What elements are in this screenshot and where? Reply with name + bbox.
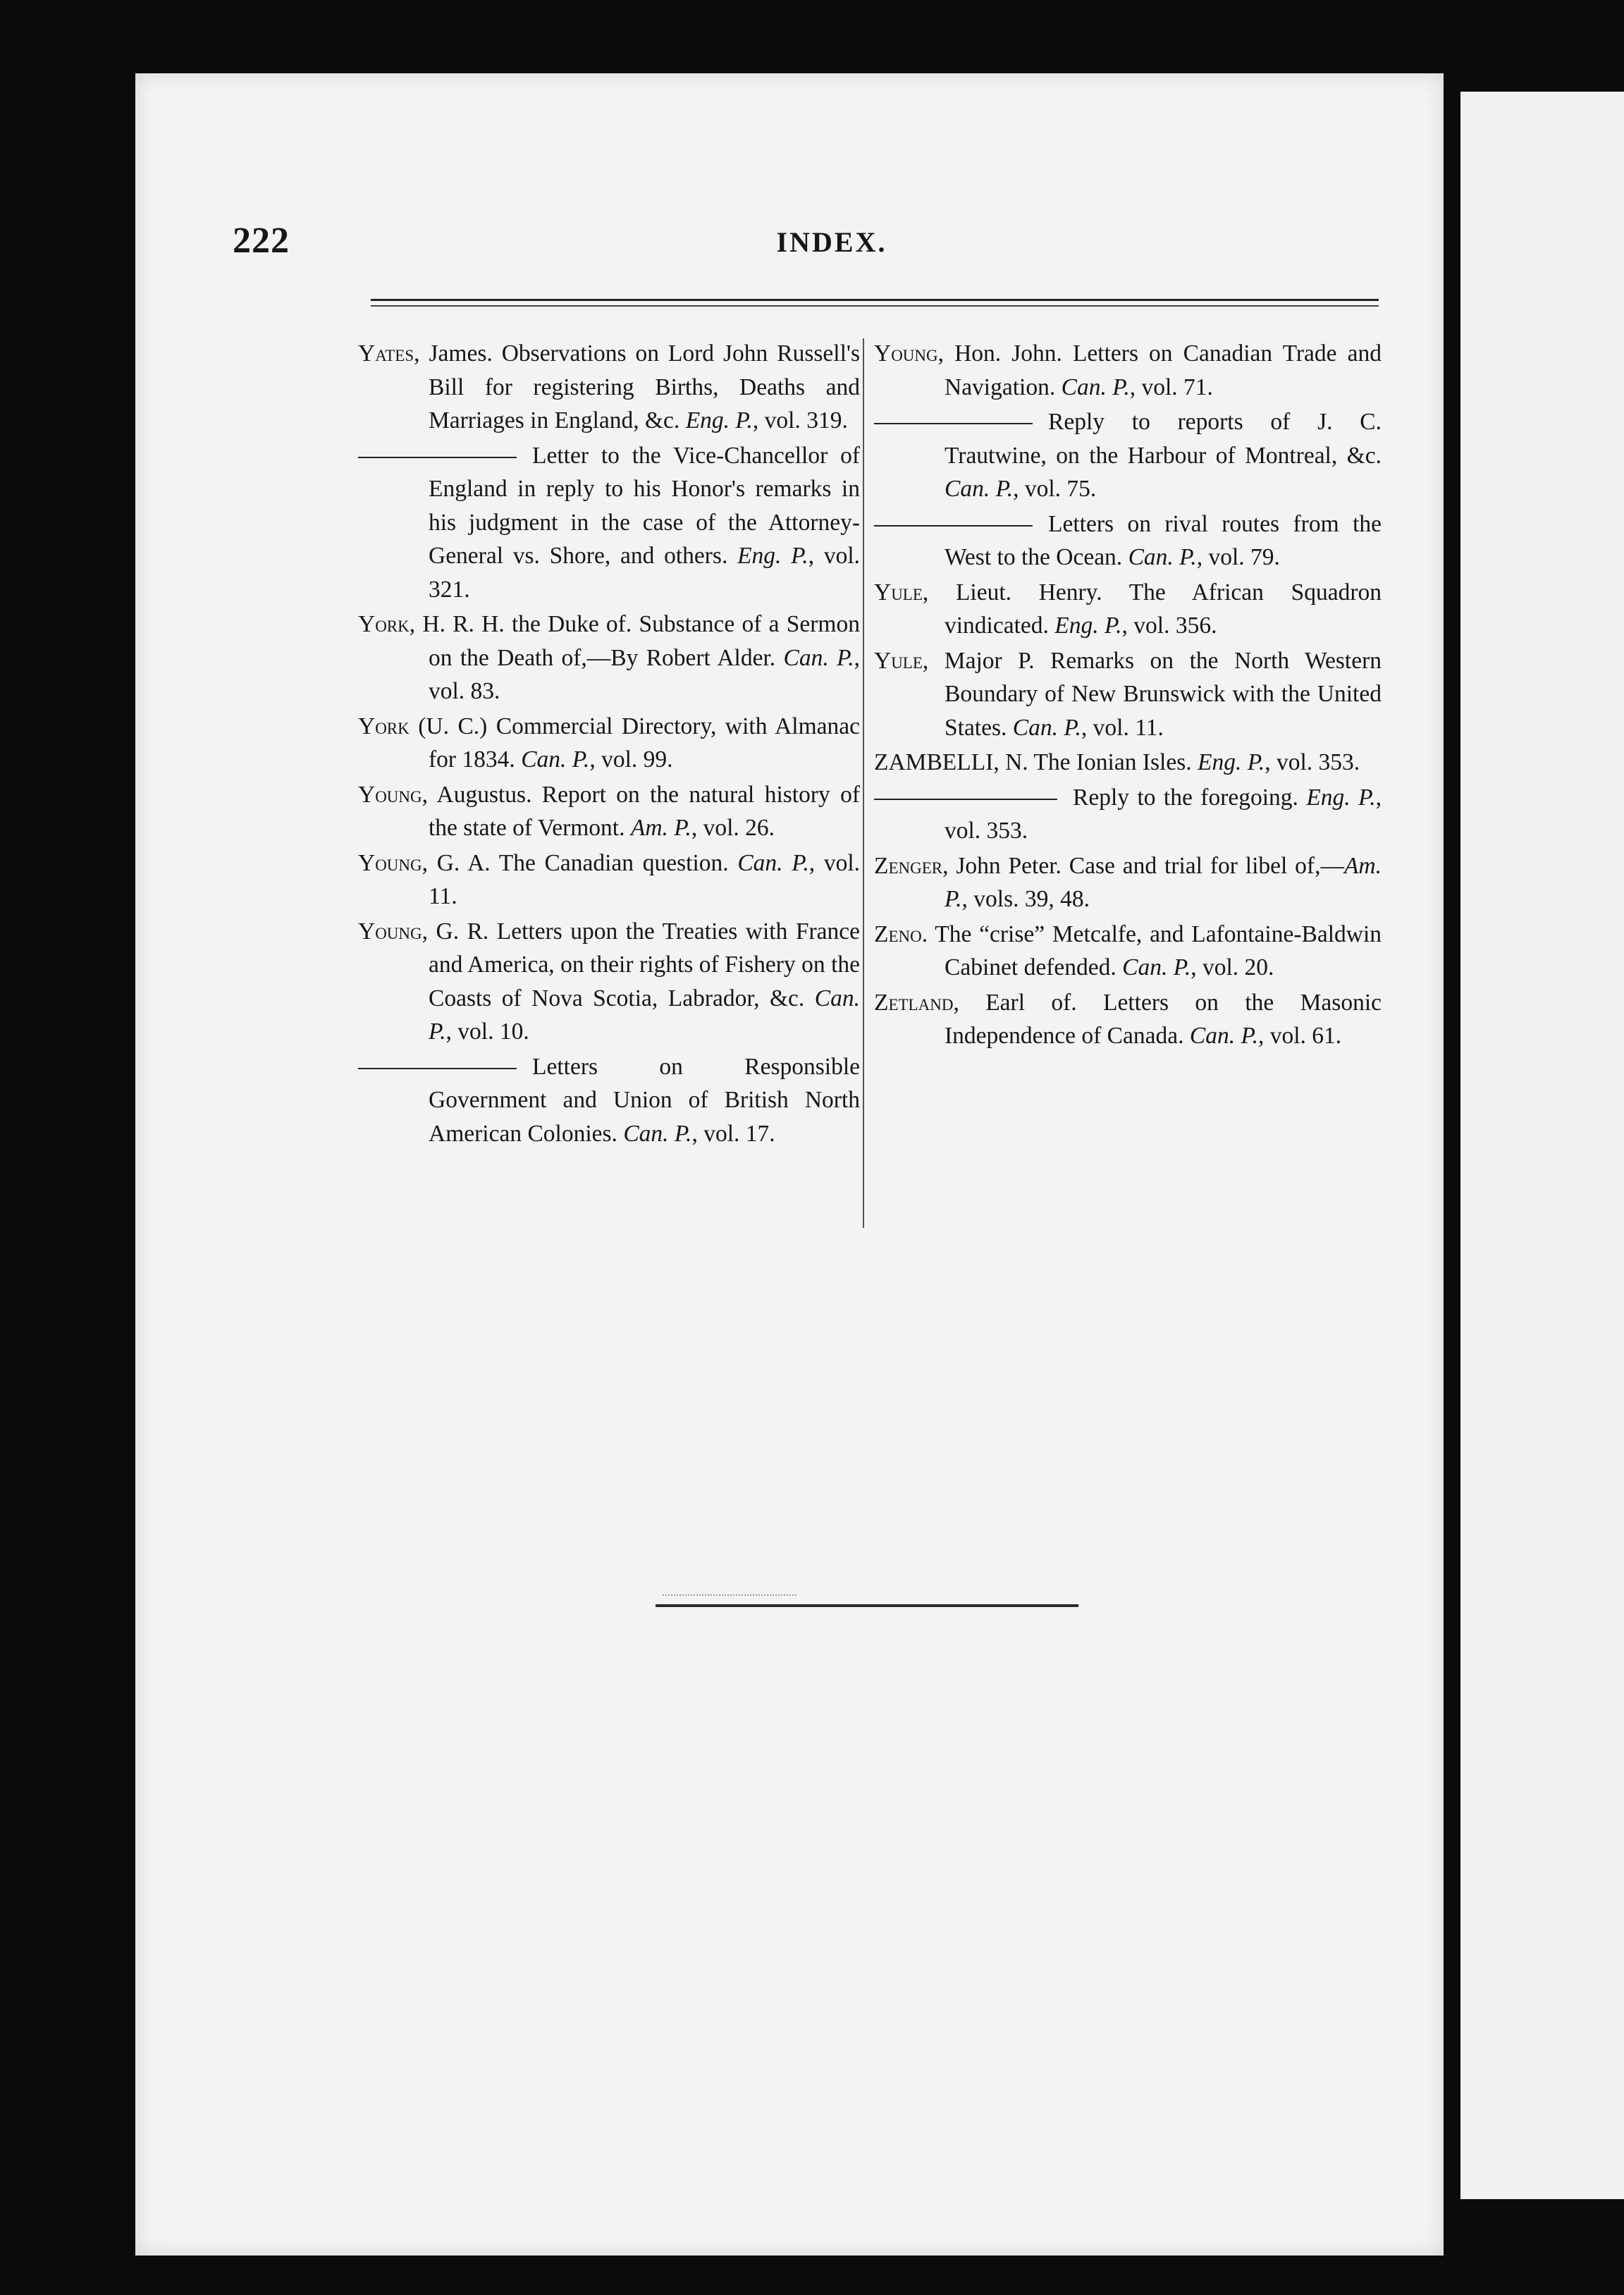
- index-entry: [358, 710, 860, 777]
- entry-text: , James. Observations on Lord John Russell's Bill for registering Births, Deaths and Marriages in England, &c.: [414, 340, 860, 433]
- index-column-right: [874, 337, 1382, 1054]
- entry-volume: , vol. 319.: [752, 407, 848, 433]
- entry-source: Am. P.: [630, 815, 691, 841]
- entry-text: , N. The Ionian Isles.: [993, 749, 1198, 775]
- entry-heading: Young: [358, 918, 422, 945]
- entry-heading: Young: [874, 340, 938, 367]
- entry-text: Letters on Responsible Government and Union of British North American Colonies.: [429, 1053, 860, 1147]
- index-entry: [358, 608, 860, 708]
- entry-volume: , vol. 71.: [1129, 374, 1213, 400]
- entry-volume: , vol. 83.: [429, 644, 860, 704]
- entry-heading: Yule: [874, 647, 923, 674]
- entry-source: Eng. P.: [1306, 784, 1376, 811]
- index-entry: [358, 915, 860, 1049]
- index-entry: [874, 986, 1382, 1053]
- header-double-rule: [371, 299, 1379, 307]
- entry-source: Can. P.: [1061, 374, 1130, 400]
- entry-text: , G. A. The Canadian question.: [422, 849, 738, 876]
- entry-text: , H. R. H. the Duke of. Substance of a Sermon on the Death of,—By Robert Alder.: [409, 611, 860, 671]
- entry-source: Am. P.: [945, 852, 1382, 912]
- entry-source: Can. P.: [1128, 544, 1197, 570]
- entry-source: Can. P.: [1189, 1023, 1258, 1049]
- entry-heading: Young: [358, 849, 422, 876]
- entry-volume: , vol. 61.: [1257, 1023, 1342, 1049]
- entry-volume: , vol. 20.: [1191, 954, 1274, 980]
- entry-text: , Augustus. Report on the natural history of the state of Vermont.: [422, 781, 860, 841]
- entry-volume: , vols. 39, 48.: [961, 886, 1090, 912]
- entry-source: Can. P.: [783, 644, 854, 671]
- entry-source: Eng. P.: [1054, 613, 1122, 639]
- entry-source: Can. P.: [623, 1120, 692, 1147]
- index-entry: [358, 439, 860, 607]
- entry-volume: , vol. 10.: [445, 1019, 529, 1045]
- index-entry: [874, 644, 1382, 745]
- entry-heading: Zeno: [874, 921, 922, 947]
- index-entry: [874, 507, 1382, 574]
- entry-text: , Lieut. Henry. The African Squadron vindicated.: [922, 579, 1382, 639]
- entry-heading: ZAMBELLI: [874, 749, 994, 775]
- entry-source: Can. P.: [429, 985, 860, 1045]
- ditto-dash: [874, 525, 1033, 527]
- entry-text: Letter to the Vice-Chancellor of England in reply to his Honor's remarks in his judgment in the case of the Attorney-General vs. Shore, and others.: [429, 442, 860, 569]
- index-entry: [874, 576, 1382, 643]
- index-entry: [874, 918, 1382, 985]
- entry-volume: , vol. 353.: [945, 784, 1382, 844]
- end-of-page-rule: [656, 1604, 1078, 1607]
- entry-text: . The “crise” Metcalfe, and Lafontaine-Baldwin Cabinet defended.: [921, 921, 1382, 980]
- page-number: 222: [233, 221, 290, 261]
- index-entry: [358, 1050, 860, 1151]
- entry-heading: Yule: [874, 579, 923, 605]
- page-header: [233, 220, 1382, 276]
- entry-text: Reply to the foregoing.: [1073, 784, 1307, 811]
- faint-ornament-rule: [663, 1594, 796, 1596]
- entry-heading: Zenger: [874, 852, 943, 879]
- entry-volume: , vol. 353.: [1265, 749, 1360, 775]
- entry-source: Eng. P.: [1198, 749, 1265, 775]
- entry-volume: , vol. 79.: [1196, 544, 1280, 570]
- index-column-left: [358, 337, 860, 1152]
- column-divider: [863, 338, 864, 1228]
- entry-source: Can. P.: [1012, 714, 1081, 741]
- entry-text: , John Peter. Case and trial for libel of,—: [942, 852, 1344, 879]
- index-entry: [874, 405, 1382, 506]
- index-entry: [358, 778, 860, 845]
- entry-volume: , vol. 321.: [429, 543, 860, 603]
- running-title: INDEX.: [776, 226, 887, 258]
- entry-source: Can. P.: [737, 849, 809, 876]
- ditto-dash: [874, 423, 1033, 424]
- entry-heading: York: [358, 713, 410, 739]
- ditto-dash: [358, 457, 517, 458]
- ditto-dash: [874, 799, 1057, 800]
- index-entry: [358, 847, 860, 913]
- entry-text: , Earl of. Letters on the Masonic Independence of Canada.: [945, 989, 1382, 1049]
- entry-volume: , vol. 11.: [429, 849, 860, 909]
- facing-page-edge: [1460, 92, 1624, 2199]
- entry-volume: , vol. 99.: [589, 746, 673, 773]
- entry-volume: , vol. 17.: [691, 1120, 775, 1147]
- ditto-dash: [358, 1068, 517, 1069]
- entry-source: Can. P.: [945, 476, 1014, 502]
- entry-volume: , vol. 11.: [1081, 714, 1164, 741]
- index-entry: [874, 849, 1382, 916]
- entry-source: Can. P.: [521, 746, 590, 773]
- index-entry: [874, 337, 1382, 404]
- entry-text: , G. R. Letters upon the Treaties with France and America, on their rights of Fishery on the Coasts of Nova Scotia, Labrador, &c.: [422, 918, 860, 1011]
- entry-text: Letters on rival routes from the West to the Ocean.: [945, 510, 1382, 570]
- entry-heading: Zetland: [874, 989, 954, 1016]
- entry-heading: York: [358, 611, 410, 637]
- entry-text: , Major P. Remarks on the North Western Boundary of New Brunswick with the United States.: [922, 647, 1382, 741]
- entry-volume: , vol. 75.: [1013, 476, 1097, 502]
- entry-text: , Hon. John. Letters on Canadian Trade and Navigation.: [937, 340, 1382, 400]
- entry-heading: Yates: [358, 340, 414, 367]
- index-entry: [874, 746, 1382, 780]
- entry-text: Reply to reports of J. C. Trautwine, on the Harbour of Montreal, &c.: [945, 409, 1382, 469]
- entry-volume: , vol. 26.: [691, 815, 775, 841]
- entry-source: Eng. P.: [685, 407, 753, 433]
- entry-source: Can. P.: [1122, 954, 1191, 980]
- entry-source: Eng. P.: [737, 543, 808, 569]
- entry-volume: , vol. 356.: [1121, 613, 1217, 639]
- index-entry: [358, 337, 860, 438]
- index-entry: [874, 781, 1382, 848]
- entry-heading: Young: [358, 781, 422, 808]
- entry-text: (U. C.) Commercial Directory, with Almanac for 1834.: [409, 713, 860, 773]
